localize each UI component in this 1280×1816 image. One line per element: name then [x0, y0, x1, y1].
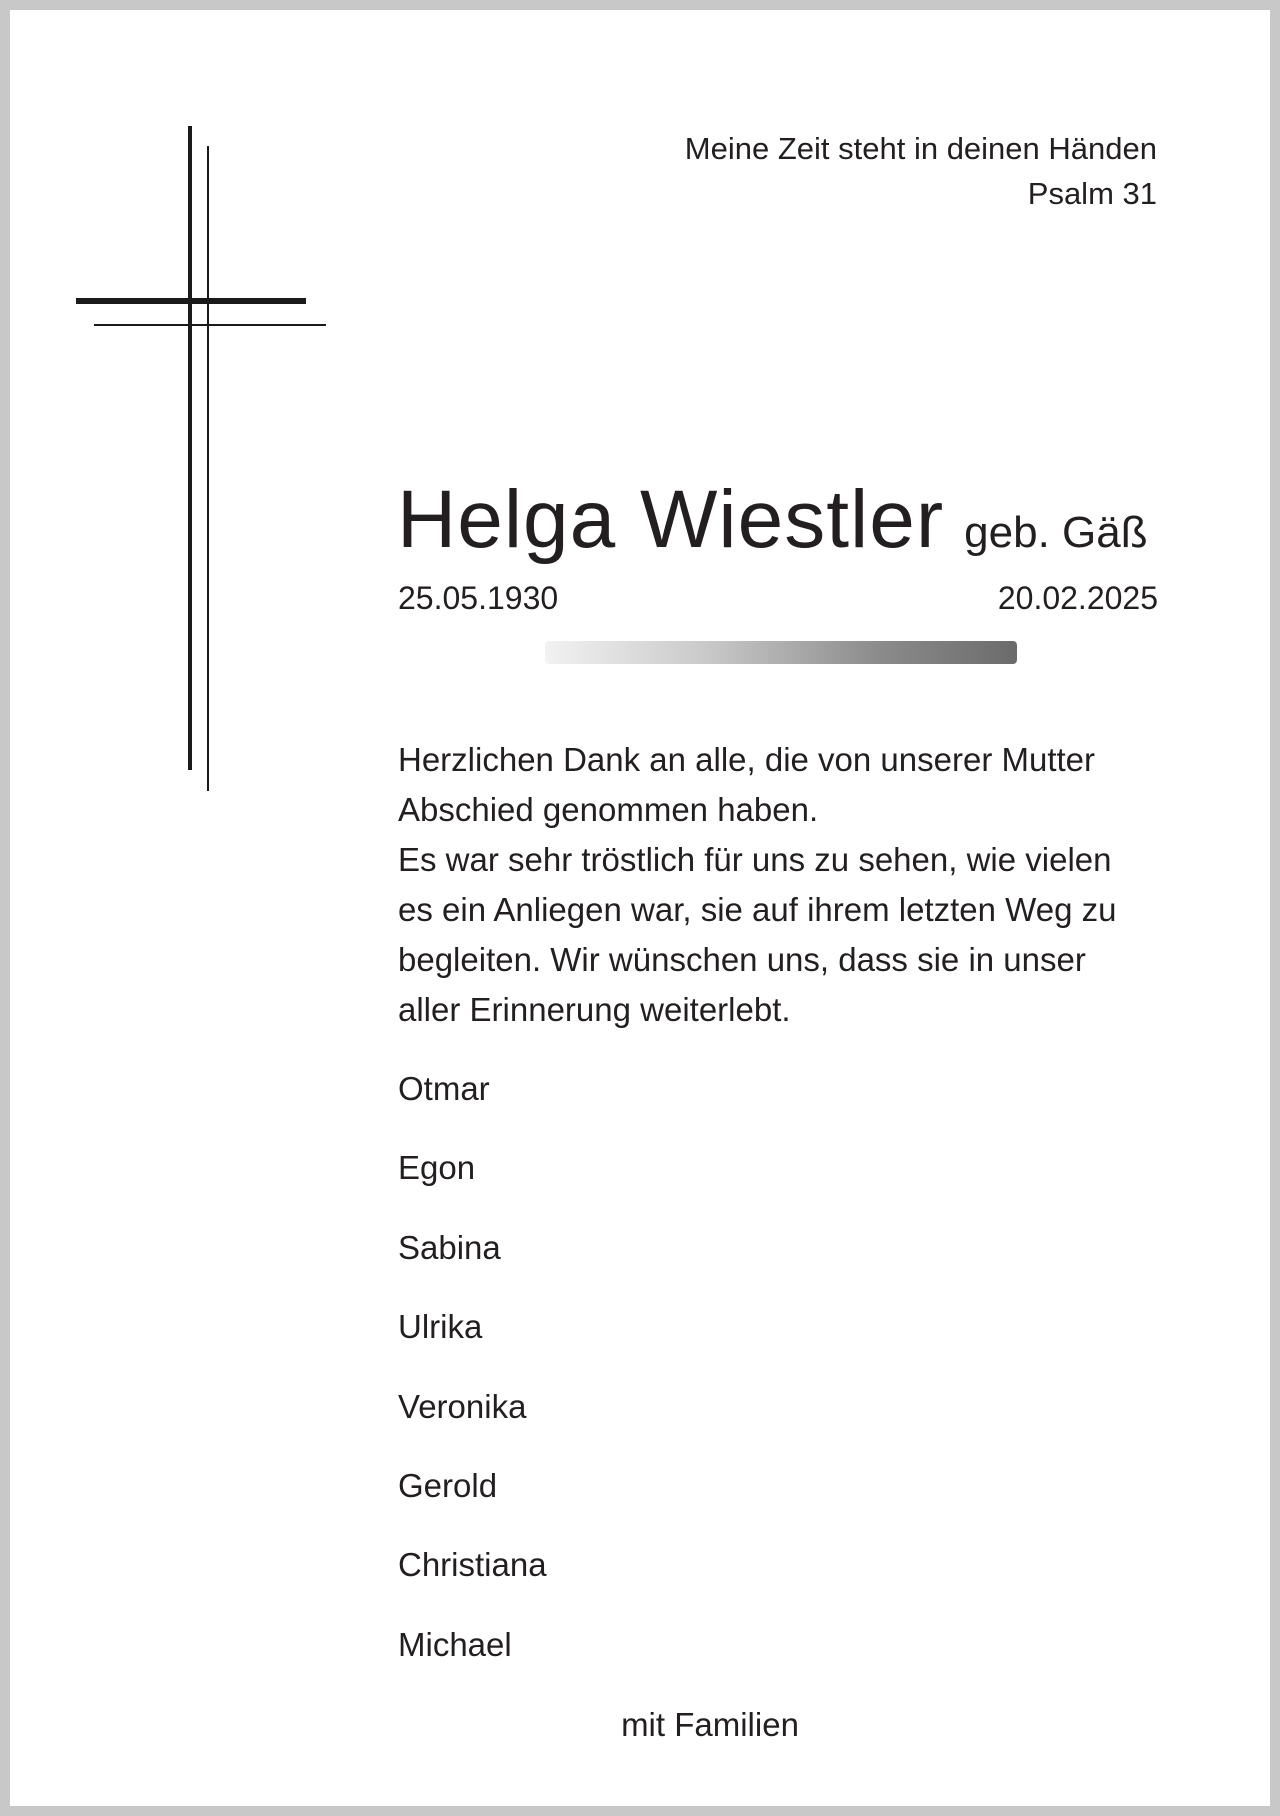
motto-source: Psalm 31 [1027, 176, 1157, 211]
message-line: begleiten. Wir wünschen uns, dass sie in unser [398, 941, 1086, 978]
birth-date: 25.05.1930 [398, 580, 559, 616]
mourner-name: Gerold [398, 1466, 498, 1504]
mourner-name: Veronika [398, 1387, 527, 1425]
message-line: aller Erinnerung weiterlebt. [398, 991, 791, 1028]
decorative-gradient-bar [545, 641, 1017, 664]
mourner-name: Sabina [398, 1228, 501, 1266]
mourner-name: Egon [398, 1149, 476, 1187]
message-line: Herzlichen Dank an alle, die von unserer Mutter [398, 741, 1096, 778]
message-line: Es war sehr tröstlich für uns zu sehen, wie vielen [398, 841, 1112, 878]
message-line: Abschied genommen haben. [398, 791, 819, 828]
thank-you-message [398, 735, 1182, 1035]
deceased-name-row [397, 470, 1177, 570]
death-date: 20.02.2025 [997, 580, 1158, 616]
cross-horizontal-thin [94, 324, 326, 326]
mourner-name: Michael [398, 1625, 512, 1663]
message-line: es ein Anliegen war, sie auf ihrem letzten Weg zu [398, 891, 1117, 928]
mourner-name: Christiana [398, 1546, 547, 1584]
cross-horizontal-thick [76, 298, 306, 304]
motto-quote: Meine Zeit steht in deinen Händen [684, 131, 1157, 166]
mourner-name: Ulrika [398, 1308, 483, 1346]
mourner-list [398, 1064, 547, 1699]
mourner-name: Otmar [398, 1070, 490, 1107]
deceased-name: Helga Wiestler [397, 474, 945, 565]
cross-vertical-thin [207, 146, 209, 791]
cross-vertical-thick [188, 126, 192, 770]
motto [685, 126, 1157, 216]
maiden-name: geb. Gäß [964, 508, 1148, 557]
closing-families: mit Familien [621, 1706, 799, 1743]
